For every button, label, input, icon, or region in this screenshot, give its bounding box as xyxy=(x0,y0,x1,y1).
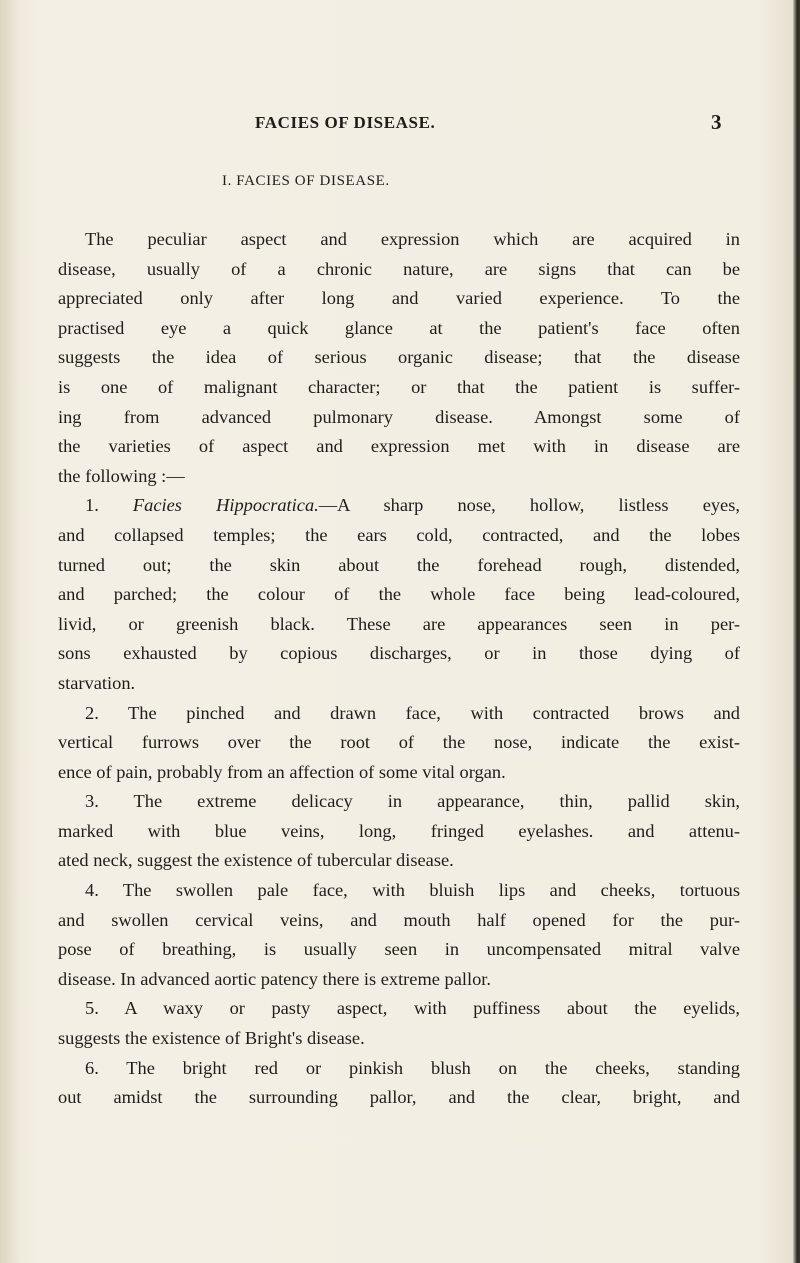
text-line: pose of breathing, is usually seen in uncompensated mitral valve xyxy=(58,939,740,960)
text-line: sons exhausted by copious discharges, or in those dying of xyxy=(58,643,740,664)
text-line: 2. The pinched and drawn face, with contracted brows and xyxy=(85,702,740,723)
text-line: ated neck, suggest the existence of tubercular disease. xyxy=(58,850,454,871)
text-line: ence of pain, probably from an affection of some vital organ. xyxy=(58,761,506,782)
list-item-5 xyxy=(58,994,740,1053)
running-head xyxy=(0,110,800,137)
intro-paragraph xyxy=(58,225,740,491)
text-line: 6. The bright red or pinkish blush on the cheeks, standing xyxy=(85,1057,740,1078)
text-line xyxy=(58,491,740,521)
text-line: and parched; the colour of the whole face being lead-coloured, xyxy=(58,584,740,605)
list-item-3 xyxy=(58,787,740,876)
text-line: turned out; the skin about the forehead rough, distended, xyxy=(58,554,740,575)
list-item-6 xyxy=(58,1054,740,1113)
text-line: The peculiar aspect and expression which are acquired in xyxy=(85,229,740,249)
page-gutter-shadow xyxy=(0,0,20,1263)
text-line: is one of malignant character; or that the patient is suffer- xyxy=(58,376,740,397)
text-line: practised eye a quick glance at the patient's face often xyxy=(58,317,740,338)
text-line: suggests the idea of serious organic disease; that the disease xyxy=(58,347,740,368)
list-item-4 xyxy=(58,876,740,994)
page-edge-shadow xyxy=(793,0,800,1263)
text-line: disease. In advanced aortic patency there is extreme pallor. xyxy=(58,968,492,989)
text-line: ing from advanced pulmonary disease. Amongst some of xyxy=(58,406,740,427)
list-item-2 xyxy=(58,699,740,788)
text-line: vertical furrows over the root of the nose, indicate the exist- xyxy=(58,732,740,753)
list-item-1 xyxy=(58,491,740,698)
text-line: and collapsed temples; the ears cold, contracted, and the lobes xyxy=(58,524,740,545)
text-line: the following :— xyxy=(58,465,185,486)
text-line: out amidst the surrounding pallor, and the clear, bright, and xyxy=(58,1087,740,1108)
item-number: 1. xyxy=(85,495,99,516)
section-heading-text: I. FACIES OF DISEASE. xyxy=(222,173,390,189)
text-line: appreciated only after long and varied experience. To the xyxy=(58,288,740,309)
body-text xyxy=(58,225,740,1113)
item-text: —A sharp nose, hollow, listless eyes, xyxy=(318,495,740,516)
text-line: 5. A waxy or pasty aspect, with puffiness about the eyelids, xyxy=(85,998,740,1019)
running-title: FACIES OF DISEASE. xyxy=(255,113,436,132)
text-line: 3. The extreme delicacy in appearance, thin, pallid skin, xyxy=(85,791,740,812)
page-number: 3 xyxy=(711,110,722,134)
item-term: Facies Hippocratica. xyxy=(132,495,319,516)
text-line: 4. The swollen pale face, with bluish lips and cheeks, tortuous xyxy=(85,880,740,901)
text-line: livid, or greenish black. These are appearances seen in per- xyxy=(58,613,740,634)
text-line: suggests the existence of Bright's disease. xyxy=(58,1028,365,1049)
text-line: marked with blue veins, long, fringed eyelashes. and attenu- xyxy=(58,820,740,841)
text-line: and swollen cervical veins, and mouth half opened for the pur- xyxy=(58,909,740,930)
text-line: starvation. xyxy=(58,672,136,693)
text-line: the varieties of aspect and expression met with in disease are xyxy=(58,436,740,457)
text-line: disease, usually of a chronic nature, are signs that can be xyxy=(58,258,740,279)
